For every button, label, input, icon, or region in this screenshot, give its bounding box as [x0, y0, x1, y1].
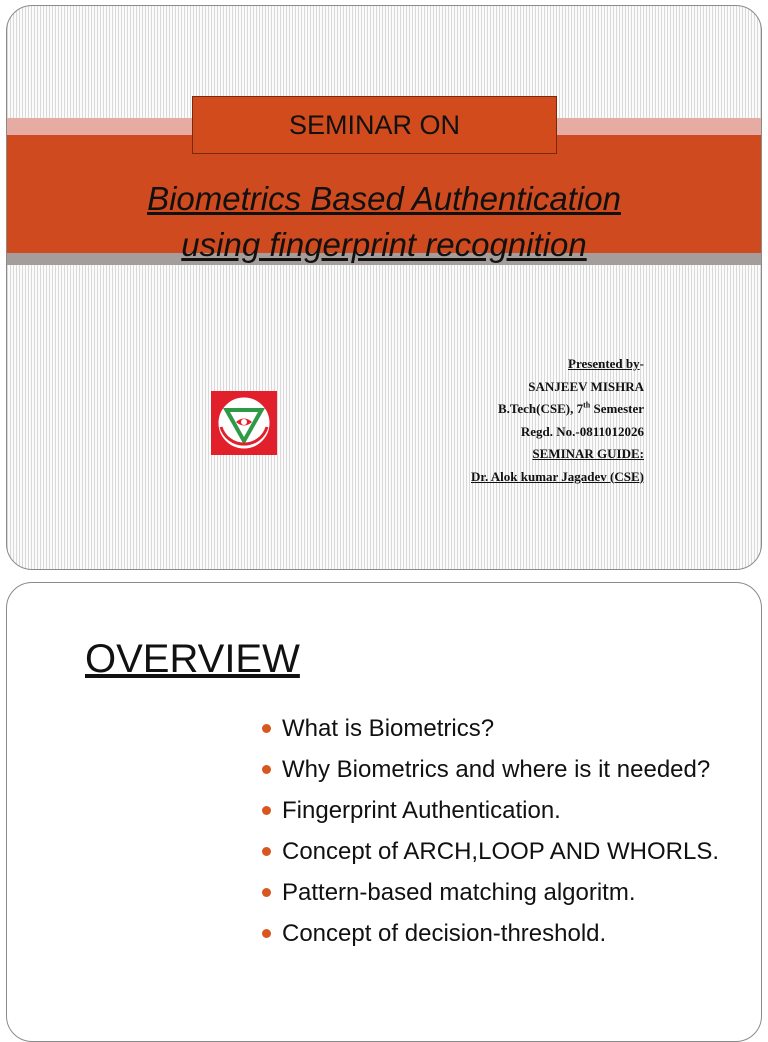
bullet-dot-icon — [262, 888, 271, 897]
list-item: Concept of ARCH,LOOP AND WHORLS. — [260, 836, 730, 867]
overview-slide — [6, 582, 762, 1042]
registration-number: Regd. No.-0811012026 — [520, 423, 644, 439]
bullet-dot-icon — [262, 847, 271, 856]
presenter-info — [471, 353, 644, 488]
bullet-dot-icon — [262, 765, 271, 774]
list-item: Why Biometrics and where is it needed? — [260, 754, 730, 785]
seminar-guide-label: SEMINAR GUIDE: — [532, 446, 644, 461]
seminar-guide-name: Dr. Alok kumar Jagadev (CSE) — [471, 468, 644, 484]
presented-by-line: Presented by- — [568, 356, 644, 371]
title-slide — [6, 5, 762, 570]
course-info: B.Tech(CSE), 7th Semester — [497, 400, 644, 416]
list-item: Fingerprint Authentication. — [260, 795, 730, 826]
bullet-dot-icon — [262, 724, 271, 733]
bullet-dot-icon — [262, 806, 271, 815]
list-item: Pattern-based matching algoritm. — [260, 877, 730, 908]
seminar-title-line1: Biometrics Based Authentication — [147, 180, 621, 217]
overview-bullet-list — [260, 713, 730, 959]
seminar-label-box — [192, 96, 557, 154]
list-item: What is Biometrics? — [260, 713, 730, 744]
seminar-label: SEMINAR ON — [288, 109, 461, 140]
presenter-name: SANJEEV MISHRA — [528, 378, 644, 394]
overview-title: OVERVIEW — [85, 637, 300, 681]
seminar-title — [7, 176, 761, 268]
list-item: Concept of decision-threshold. — [260, 918, 730, 949]
university-emblem-icon — [211, 391, 277, 455]
bullet-dot-icon — [262, 929, 271, 938]
seminar-title-line2: using fingerprint recognition — [181, 226, 587, 263]
